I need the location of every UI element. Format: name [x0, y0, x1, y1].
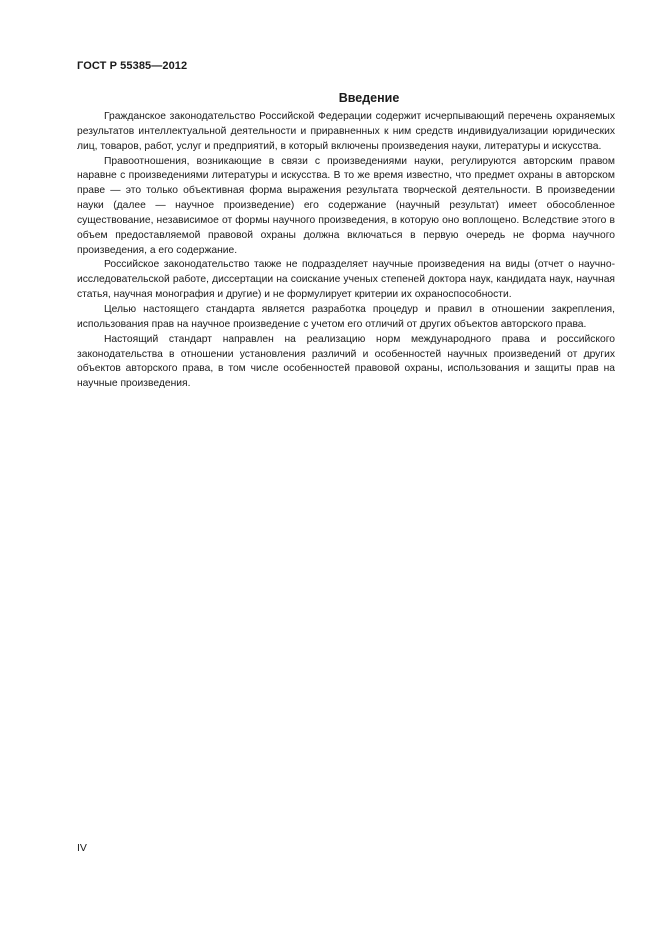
- section-title-wrapper: [77, 91, 617, 105]
- paragraph-3: Российское законодательство также не подразделяет научные произведения на виды (отчет о научно-исследовательской работе, диссертации на соискание ученых степеней доктора наук, кандидата наук, научная статья, научная монография и другие) и не формулирует критерии их охраноспособности.: [77, 259, 615, 301]
- document-body: [77, 110, 615, 392]
- page-number: IV: [77, 842, 87, 854]
- paragraph-1: Гражданское законодательство Российской Федерации содержит исчерпывающий перечень охраняемых результатов интеллектуальной деятельности и приравненных к ним средств индивидуализации юридических лиц, товаров, работ, услуг и предприятий, в который включены произведения науки, литературы и искусства.: [77, 111, 615, 152]
- paragraph-2: Правоотношения, возникающие в связи с произведениями науки, регулируются авторским правом наравне с произведениями литературы и искусства. В то же время известно, что предмет охраны в авторском праве — это только объективная форма выражения результата творческой деятельности. В произведении науки (далее — научное произведение) его содержание (научный результат) имеет обособленное существование, независимое от формы научного произведения, в которую оно воплощено. Вследствие этого в объем предоставляемой правовой охраны должна включаться в первую очередь не форма научного произведения, а его содержание.: [77, 155, 615, 256]
- section-title: Введение: [338, 91, 400, 105]
- document-header: ГОСТ Р 55385—2012: [77, 60, 188, 72]
- paragraph-5: Настоящий стандарт направлен на реализацию норм международного права и российского законодательства в отношении установления различий и особенностей научных произведений от других объектов авторского права, в том числе особенностей правовой охраны, использования и защиты прав на научные произведения.: [77, 333, 615, 390]
- paragraph-4: Целью настоящего стандарта является разработка процедур и правил в отношении закрепления, использования прав на научное произведение с учетом его отличий от других объектов авторского права.: [77, 303, 615, 330]
